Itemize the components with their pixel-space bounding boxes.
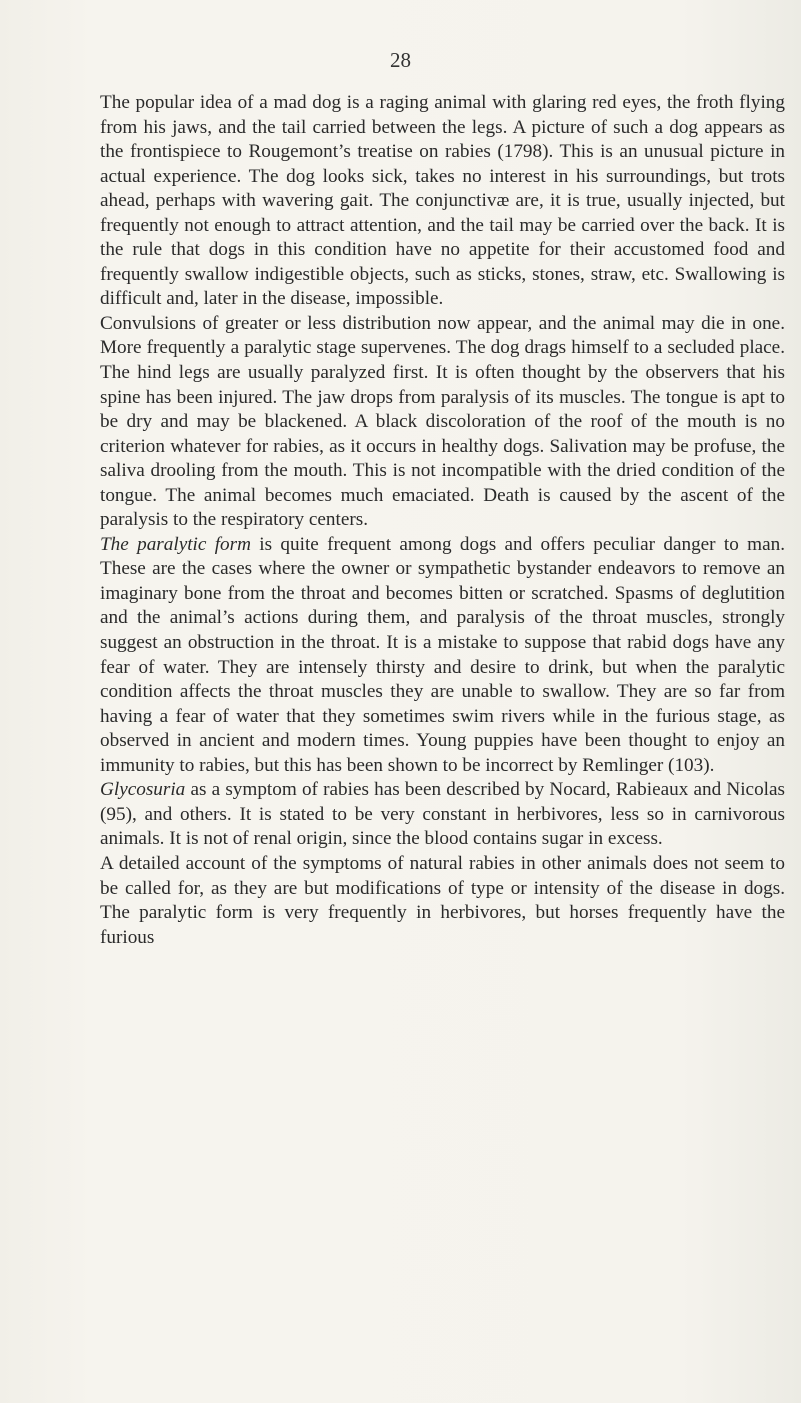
paragraph-paralytic-form [100,533,785,778]
paragraph-mad-dog-description [100,91,785,312]
italic-lead: Glycosuria [100,779,186,801]
paragraph-text: as a symptom of rabies has been described by Nocard, Rabieaux and Nicolas (95), and others. It is stated to be very constant in herbivores, less so in carnivorous animals. It is not of renal origin, since the blood contains sugar in excess. [100,779,785,850]
paragraph-glycosuria [100,778,785,852]
italic-lead: The paralytic form [100,533,251,555]
paragraph-text: Convulsions of greater or less distribution now appear, and the animal may die in one. More frequently a paralytic stage supervenes. The dog drags himself to a secluded place. The hind legs are usually paralyzed first. It is often thought by the observers that his spine has been injured. The jaw drops from paralysis of its muscles. The tongue is apt to be dry and may be blackened. A black discoloration of the roof of the mouth is no criterion whatever for rabies, as it occurs in healthy dogs. Salivation may be profuse, the saliva drooling from the mouth. This is not incompatible with the dried condition of the tongue. The animal becomes much emaciated. Death is caused by the ascent of the paralysis to the respiratory centers. [100,312,785,531]
paragraph-convulsions [100,312,785,533]
body-text [100,91,785,950]
paragraph-text: A detailed account of the symptoms of natural rabies in other animals does not seem to be called for, as they are but modifications of type or intensity of the disease in dogs. The paralytic form is very frequently in herbivores, but horses frequently have the furious [100,852,785,948]
paragraph-text: is quite frequent among dogs and offers peculiar danger to man. These are the cases where the owner or sympathetic bystander endeavors to remove an imaginary bone from the throat and becomes bitten or scratched. Spasms of deglutition and the animal’s actions during them, and paralysis of the throat muscles, strongly suggest an obstruction in the throat. It is a mistake to suppose that rabid dogs have any fear of water. They are intensely thirsty and desire to drink, but when the paralytic condition affects the throat muscles they are unable to swallow. They are so far from having a fear of water that they sometimes swim rivers while in the furious stage, as observed in ancient and modern times. Young puppies have been thought to enjoy an immunity to rabies, but this has been shown to be incorrect by Remlinger (103). [100,533,785,776]
paragraph-text: The popular idea of a mad dog is a raging animal with glaring red eyes, the froth flying from his jaws, and the tail carried between the legs. A picture of such a dog appears as the frontispiece to Rougemont’s treatise on rabies (1798). This is an unusual picture in actual experience. The dog looks sick, takes no interest in his surroundings, but trots ahead, perhaps with wavering gait. The conjunctivæ are, it is true, usually injected, but frequently not enough to attract attention, and the tail may be carried over the back. It is the rule that dogs in this condition have no appetite for their accustomed food and frequently swallow indigestible objects, such as sticks, stones, straw, etc. Swallowing is difficult and, later in the disease, impossible. [100,92,785,310]
page-number: 28 [390,48,411,72]
paragraph-other-animals [100,852,785,950]
